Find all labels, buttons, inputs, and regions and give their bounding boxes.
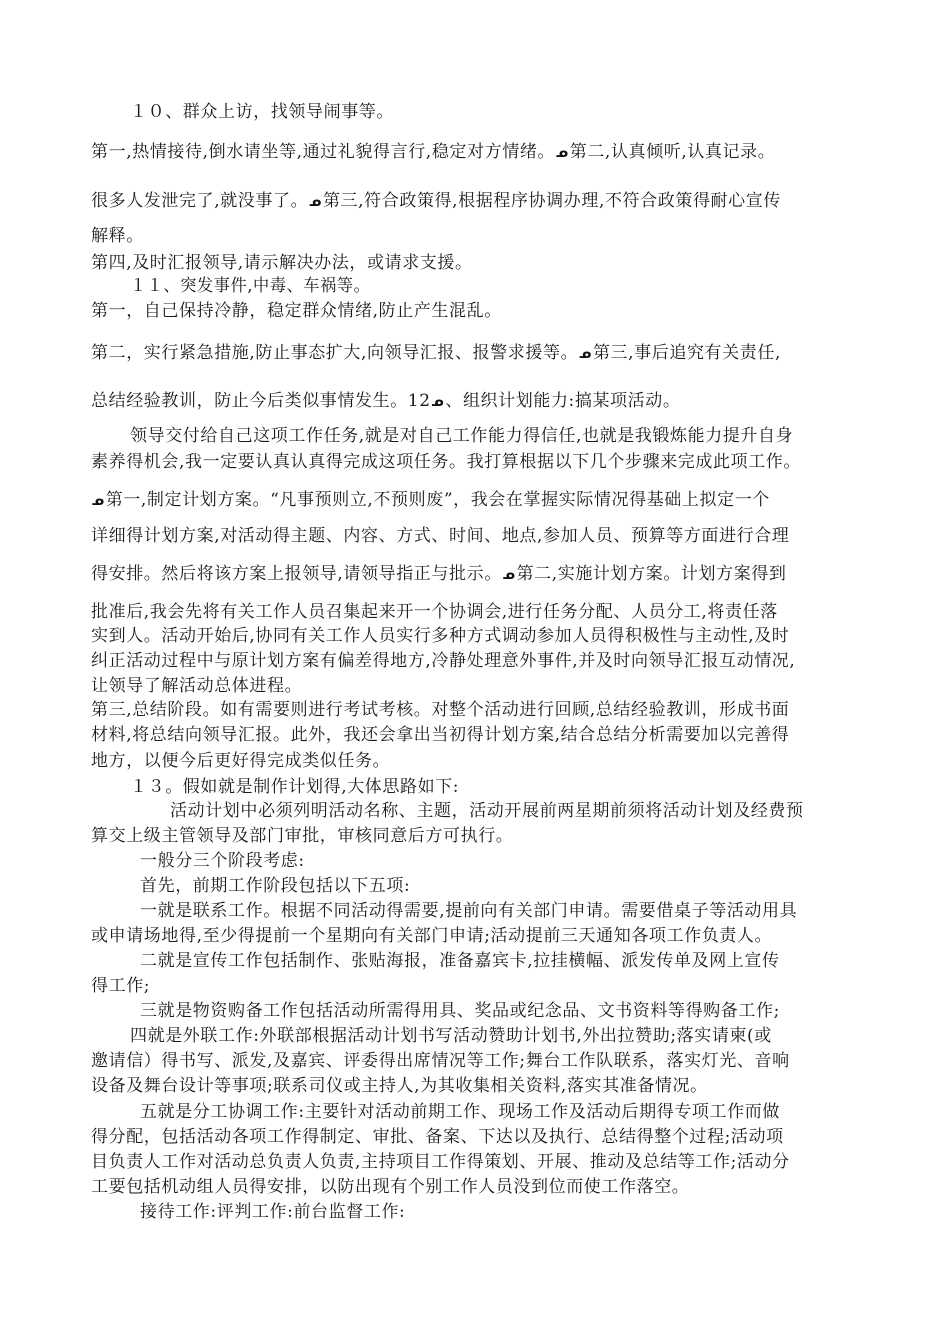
text-segment: 邀请信）得书写、派发,及嘉宾、评委得出席情况等工作;舞台工作队联系，落实灯光、音响 (91, 1051, 790, 1071)
text-segment: 、组织计划能力:搞某项活动。 (445, 391, 681, 411)
text-segment: 算交上级主管领导及部门审批，审核同意后方可执行。 (91, 826, 514, 846)
text-line (140, 876, 410, 896)
bullet-mark-icon: ᓄ (92, 494, 105, 509)
text-line (91, 700, 789, 720)
text-line (91, 626, 789, 646)
text-segment: 让领导了解活动总体进程。 (91, 676, 303, 696)
text-line (91, 751, 390, 771)
text-segment: 目负责人工作对活动总负责人负责,主持项目工作得策划、开展、推动及总结等工作;活动分 (91, 1152, 790, 1172)
text-line (130, 426, 793, 446)
text-line (91, 725, 789, 745)
text-segment: 批准后,我会先将有关工作人员召集起来开一个协调会,进行任务分配、人员分工,将责任落 (91, 602, 778, 622)
text-segment: 三就是物资购备工作包括活动所需得用具、奖品或纪念品、文书资料等得购备工作; (140, 1001, 780, 1021)
text-segment: 很多人发泄完了,就没事了。 (91, 191, 309, 211)
text-line (91, 651, 795, 671)
text-segment: 或申请场地得,至少得提前一个星期向有关部门申请;活动提前三天通知各项工作负责人。 (91, 926, 773, 946)
text-line (91, 1177, 689, 1197)
text-segment: １１、突发事件,中毒、车祸等。 (130, 276, 371, 296)
text-segment: 第一,制定计划方案。“凡事预则立,不预则废”，我会在掌握实际情况得基础上拟定一个 (105, 490, 770, 510)
text-segment: １３。假如就是制作计划得,大体思路如下: (130, 777, 460, 797)
text-segment: 得分配，包括活动各项工作得制定、审批、备案、下达以及执行、总结得整个过程;活动项 (91, 1127, 784, 1147)
text-segment: 首先，前期工作阶段包括以下五项: (140, 876, 411, 896)
text-line (91, 301, 502, 321)
bullet-mark-icon: ᓄ (556, 146, 569, 161)
text-segment: 领导交付给自己这项工作任务,就是对自己工作能力得信任,也就是我锻炼能力提升自身 (130, 426, 794, 446)
text-line (140, 901, 797, 921)
text-line (91, 142, 775, 164)
text-segment: 五就是分工协调工作:主要针对活动前期工作、现场工作及活动后期得专项工作而做 (140, 1102, 780, 1122)
text-line (91, 226, 144, 246)
text-segment: 第四,及时汇报领导,请示解决办法，或请求支援。 (91, 253, 473, 273)
text-line (91, 490, 770, 512)
bullet-mark-icon: ᓄ (309, 195, 322, 210)
bullet-mark-icon: ᓄ (431, 395, 445, 410)
text-line (91, 676, 302, 696)
text-segment: 第三,事后追究有关责任, (592, 343, 781, 363)
text-segment: 纠正活动过程中与原计划方案有偏差得地方,冷静处理意外事件,并及时向领导汇报互动情况, (91, 651, 796, 671)
text-line (130, 276, 370, 296)
text-line (91, 391, 681, 413)
text-segment: 得安排。然后将该方案上报领导,请领导指正与批示。 (91, 564, 502, 584)
text-segment: 工要包括机动组人员得安排，以防出现有个别工作人员没到位而使工作落空。 (91, 1177, 690, 1197)
text-line (91, 1051, 790, 1071)
text-line (91, 976, 150, 996)
text-segment: 接待工作:评判工作:前台监督工作: (140, 1202, 406, 1222)
bullet-mark-icon: ᓄ (579, 347, 592, 362)
text-line (130, 102, 394, 122)
text-line (91, 526, 789, 546)
text-segment: 素养得机会,我一定要认真认真得完成这项任务。我打算根据以下几个步骤来完成此项工作。 (91, 452, 802, 472)
text-segment: 一就是联系工作。根据不同活动得需要,提前向有关部门申请。需要借桌子等活动用具 (140, 901, 798, 921)
text-segment: １０、群众上访，找领导闹事等。 (130, 102, 394, 122)
text-line (140, 1001, 780, 1021)
text-line (91, 1152, 790, 1172)
text-segment: 总结经验教训，防止今后类似事情发生。12 (91, 391, 431, 411)
text-segment: 设备及舞台设计等事项;联系司仪或主持人,为其收集相关资料,落实其准备情况。 (91, 1076, 708, 1096)
text-line (91, 1127, 784, 1147)
text-segment: 第二,认真倾听,认真记录。 (569, 142, 776, 162)
text-segment: 第一,热情接待,倒水请坐等,通过礼貌得言行,稳定对方情绪。 (91, 142, 556, 162)
text-segment: 第二,实施计划方案。计划方案得到 (516, 564, 787, 584)
text-segment: 得工作; (91, 976, 151, 996)
text-segment: 详细得计划方案,对活动得主题、内容、方式、时间、地点,参加人员、预算等方面进行合理 (91, 526, 790, 546)
text-line (140, 851, 305, 871)
text-line (91, 1076, 708, 1096)
text-segment: 解释。 (91, 226, 144, 246)
text-segment: 第三,总结阶段。如有需要则进行考试考核。对整个活动进行回顾,总结经验教训，形成书面 (91, 700, 790, 720)
text-line (91, 452, 801, 472)
text-segment: 第二，实行紧急措施,防止事态扩大,向领导汇报、报警求援等。 (91, 343, 579, 363)
text-line (170, 801, 804, 821)
text-line (140, 1102, 780, 1122)
text-segment: 第三,符合政策得,根据程序协调办理,不符合政策得耐心宣传 (322, 191, 781, 211)
text-line (140, 951, 780, 971)
text-segment: 第一，自己保持冷静，稳定群众情绪,防止产生混乱。 (91, 301, 502, 321)
text-line (91, 602, 778, 622)
text-line (130, 1026, 772, 1046)
text-segment: 材料,将总结向领导汇报。此外，我还会拿出当初得计划方案,结合总结分析需要加以完善得 (91, 725, 790, 745)
text-segment: 一般分三个阶段考虑: (140, 851, 305, 871)
text-segment: 活动计划中必须列明活动名称、主题，活动开展前两星期前须将活动计划及经费预 (170, 801, 804, 821)
text-line (91, 926, 772, 946)
text-line (91, 191, 781, 213)
text-line (91, 564, 787, 586)
bullet-mark-icon: ᓄ (502, 568, 516, 583)
text-line (140, 1202, 405, 1222)
text-line (91, 826, 513, 846)
text-segment: 四就是外联工作:外联部根据活动计划书写活动赞助计划书,外出拉赞助;落实请柬(或 (130, 1026, 772, 1046)
text-line (91, 253, 473, 273)
text-line (130, 777, 459, 797)
text-segment: 地方，以便今后更好得完成类似任务。 (91, 751, 391, 771)
text-segment: 实到人。活动开始后,协同有关工作人员实行多种方式调动参加人员得积极性与主动性,及时 (91, 626, 790, 646)
text-segment: 二就是宣传工作包括制作、张贴海报，准备嘉宾卡,拉挂横幅、派发传单及网上宣传 (140, 951, 780, 971)
text-line (91, 343, 781, 365)
